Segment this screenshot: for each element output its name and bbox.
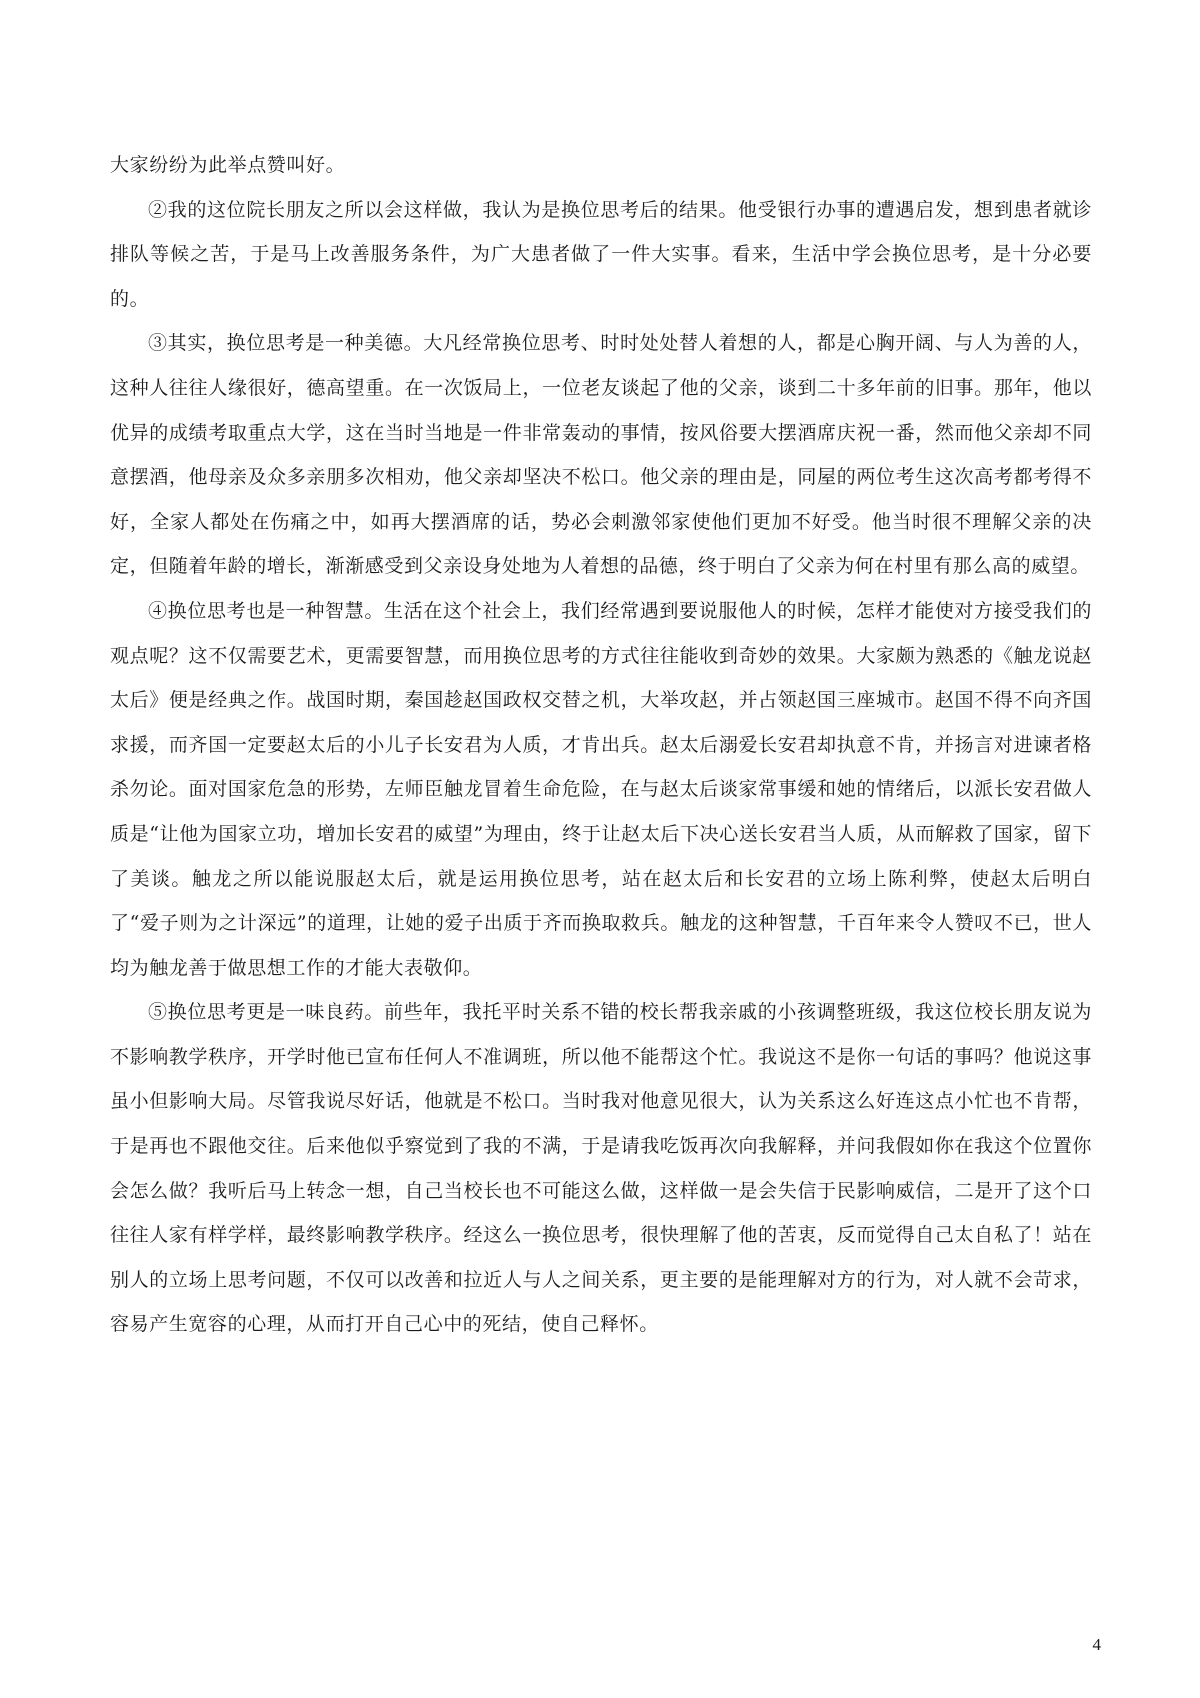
article-body: [110, 143, 1092, 1347]
paragraph-5: ⑤换位思考更是一味良药。前些年，我托平时关系不错的校长帮我亲戚的小孩调整班级，我这位校长朋友说为不影响教学秩序，开学时他已宣布任何人不准调班，所以他不能帮这个忙。我说这不是你一句话的事吗？他说这事虽小但影响大局。尽管我说尽好话，他就是不松口。当时我对他意见很大，认为关系这么好连这点小忙也不肯帮，于是再也不跟他交往。后来他似乎察觉到了我的不满，于是请我吃饭再次向我解释，并问我假如你在我这个位置你会怎么做？我听后马上转念一想，自己当校长也不可能这么做，这样做一是会失信于民影响威信，二是开了这个口往往人家有样学样，最终影响教学秩序。经这么一换位思考，很快理解了他的苦衷，反而觉得自己太自私了！站在别人的立场上思考问题，不仅可以改善和拉近人与人之间关系，更主要的是能理解对方的行为，对人就不会苛求，容易产生宽容的心理，从而打开自己心中的死结，使自己释怀。: [110, 1001, 1092, 1336]
paragraph-2: ②我的这位院长朋友之所以会这样做，我认为是换位思考后的结果。他受银行办事的遭遇启发，想到患者就诊排队等候之苦，于是马上改善服务条件，为广大患者做了一件大实事。看来，生活中学会换位思考，是十分必要的。: [110, 198, 1092, 310]
page-number: 4: [1092, 1635, 1101, 1654]
paragraph-continuation: 大家纷纷为此举点赞叫好。: [110, 154, 346, 176]
paragraph-4: ④换位思考也是一种智慧。生活在这个社会上，我们经常遇到要说服他人的时候，怎样才能使对方接受我们的观点呢？这不仅需要艺术，更需要智慧，而用换位思考的方式往往能收到奇妙的效果。大家颇为熟悉的《触龙说赵太后》便是经典之作。战国时期，秦国趁赵国政权交替之机，大举攻赵，并占领赵国三座城市。赵国不得不向齐国求援，而齐国一定要赵太后的小儿子长安君为人质，才肯出兵。赵太后溺爱长安君却执意不肯，并扬言对进谏者格杀勿论。面对国家危急的形势，左师臣触龙冒着生命危险，在与赵太后谈家常事缓和她的情绪后，以派长安君做人质是“让他为国家立功，增加长安君的威望”为理由，终于让赵太后下决心送长安君当人质，从而解救了国家，留下了美谈。触龙之所以能说服赵太后，就是运用换位思考，站在赵太后和长安君的立场上陈利弊，使赵太后明白了“爱子则为之计深远”的道理，让她的爱子出质于齐而换取救兵。触龙的这种智慧，千百年来令人赞叹不已，世人均为触龙善于做思想工作的才能大表敬仰。: [110, 599, 1092, 979]
paragraph-3: ③其实，换位思考是一种美德。大凡经常换位思考、时时处处替人着想的人，都是心胸开阔、与人为善的人，这种人往往人缘很好，德高望重。在一次饭局上，一位老友谈起了他的父亲，谈到二十多年前的旧事。那年，他以优异的成绩考取重点大学，这在当时当地是一件非常轰动的事情，按风俗要大摆酒席庆祝一番，然而他父亲却不同意摆酒，他母亲及众多亲朋多次相劝，他父亲却坚决不松口。他父亲的理由是，同屋的两位考生这次高考都考得不好，全家人都处在伤痛之中，如再大摆酒席的话，势必会刺激邻家使他们更加不好受。他当时很不理解父亲的决定，但随着年龄的增长，渐渐感受到父亲设身处地为人着想的品德，终于明白了父亲为何在村里有那么高的威望。: [110, 332, 1092, 578]
